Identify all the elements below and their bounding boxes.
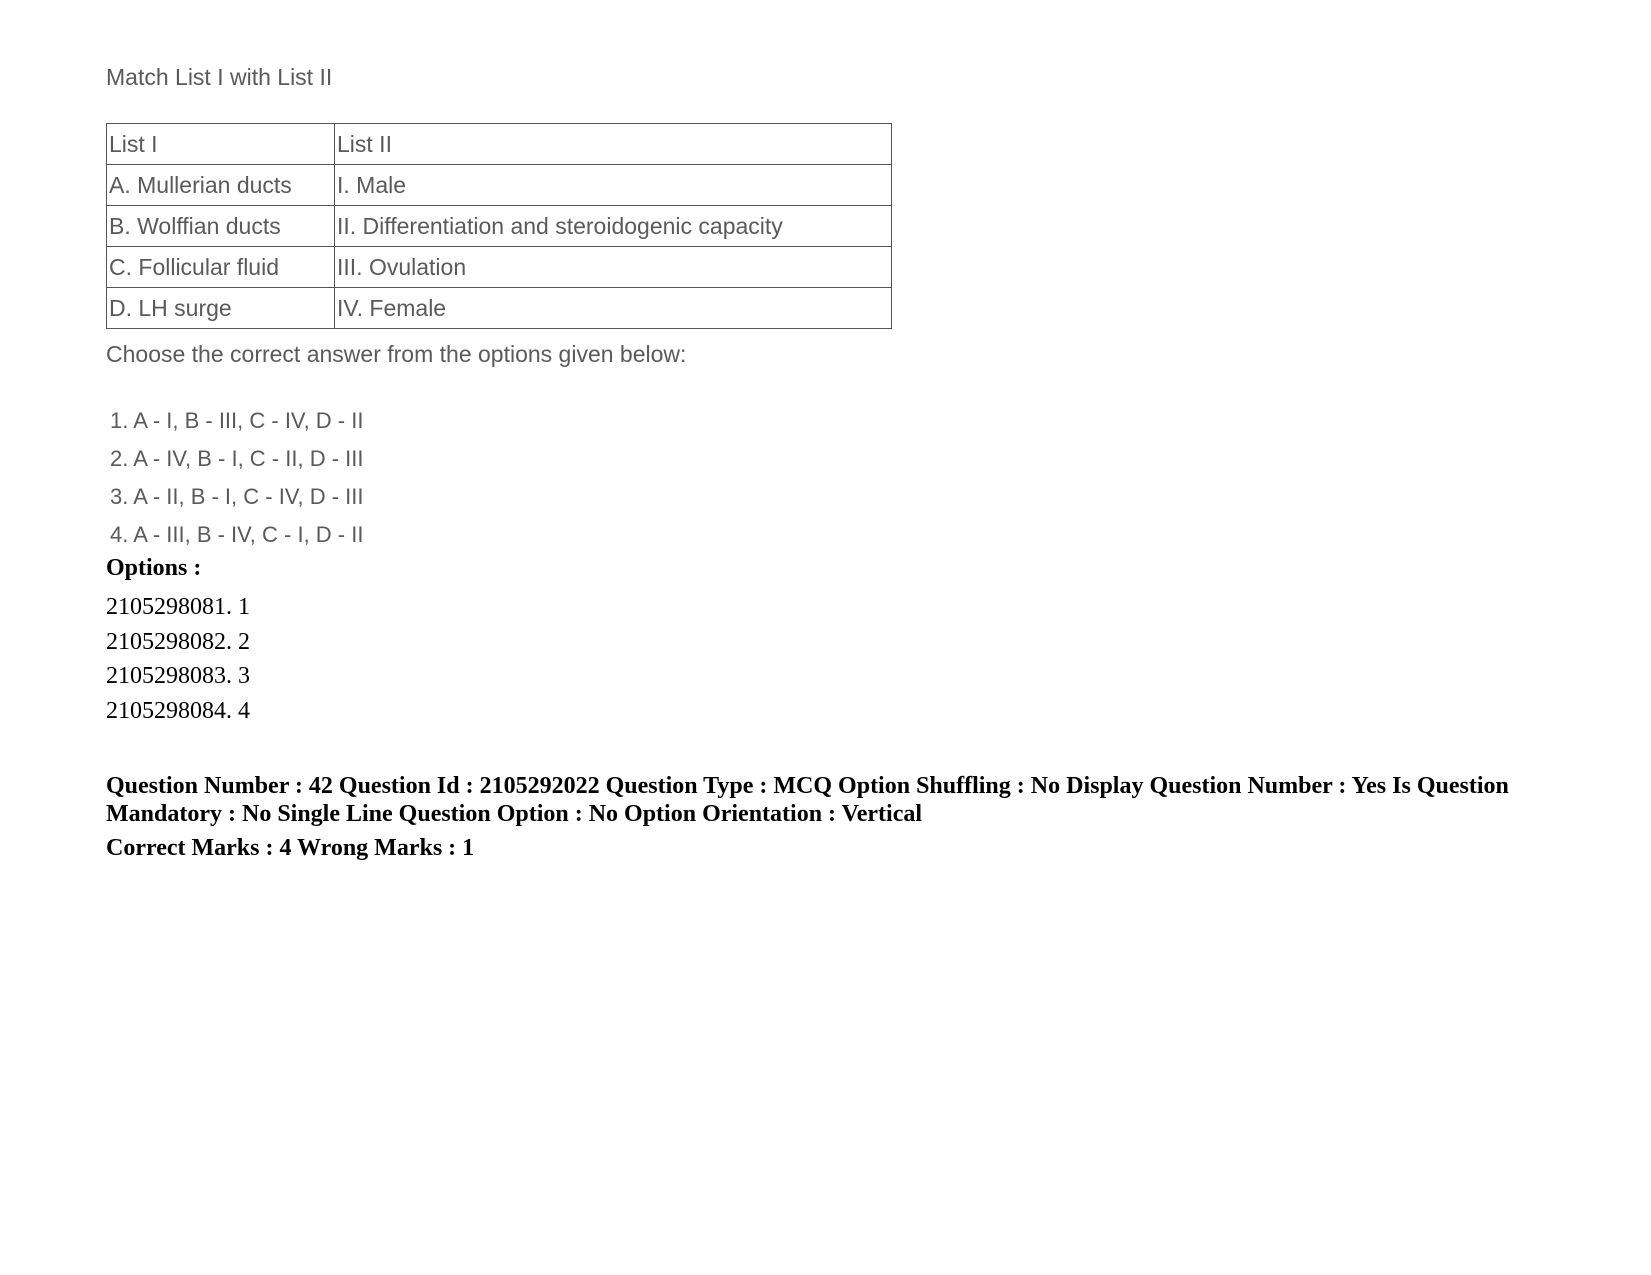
- table-cell: II. Differentiation and steroidogenic capacity: [335, 206, 892, 247]
- answer-choice-4: 4. A - III, B - IV, C - I, D - II: [110, 522, 364, 547]
- answer-choices: [110, 402, 363, 554]
- table-header-list-2: List II: [335, 124, 892, 165]
- option-id-item: 2105298081. 1: [106, 594, 250, 620]
- table-cell: I. Male: [335, 165, 892, 206]
- table-cell: IV. Female: [335, 288, 892, 329]
- option-id-list: [106, 590, 250, 728]
- table-row: [107, 247, 892, 288]
- table-header-row: [107, 124, 892, 165]
- table-cell: III. Ovulation: [335, 247, 892, 288]
- next-question-marks: Correct Marks : 4 Wrong Marks : 1: [106, 835, 475, 861]
- question-intro: Match List I with List II: [106, 64, 333, 90]
- option-id-item: 2105298082. 2: [106, 628, 250, 655]
- answer-choice-2: 2. A - IV, B - I, C - II, D - III: [110, 446, 364, 471]
- options-label: Options :: [106, 555, 202, 581]
- table-row: [107, 288, 892, 329]
- match-table: [106, 123, 892, 329]
- table-row: [107, 206, 892, 247]
- table-header-list-1: List I: [107, 124, 335, 165]
- question-instruction: Choose the correct answer from the options given below:: [106, 341, 687, 367]
- table-row: [107, 165, 892, 206]
- answer-choice-1: 1. A - I, B - III, C - IV, D - II: [110, 408, 364, 433]
- table-cell: A. Mullerian ducts: [107, 165, 335, 206]
- table-cell: B. Wolffian ducts: [107, 206, 335, 247]
- table-cell: C. Follicular fluid: [107, 247, 335, 288]
- option-id-item: 2105298084. 4: [106, 697, 250, 724]
- option-id-item: 2105298083. 3: [106, 663, 250, 689]
- next-question-meta: Question Number : 42 Question Id : 2105292022 Question Type : MCQ Option Shuffling : No Display Question Number : Yes Is Question Mandatory : No Single Line Question Option : No Option Orientation : Vertical: [106, 773, 1509, 827]
- answer-choice-3: 3. A - II, B - I, C - IV, D - III: [110, 484, 364, 509]
- table-cell: D. LH surge: [107, 288, 335, 329]
